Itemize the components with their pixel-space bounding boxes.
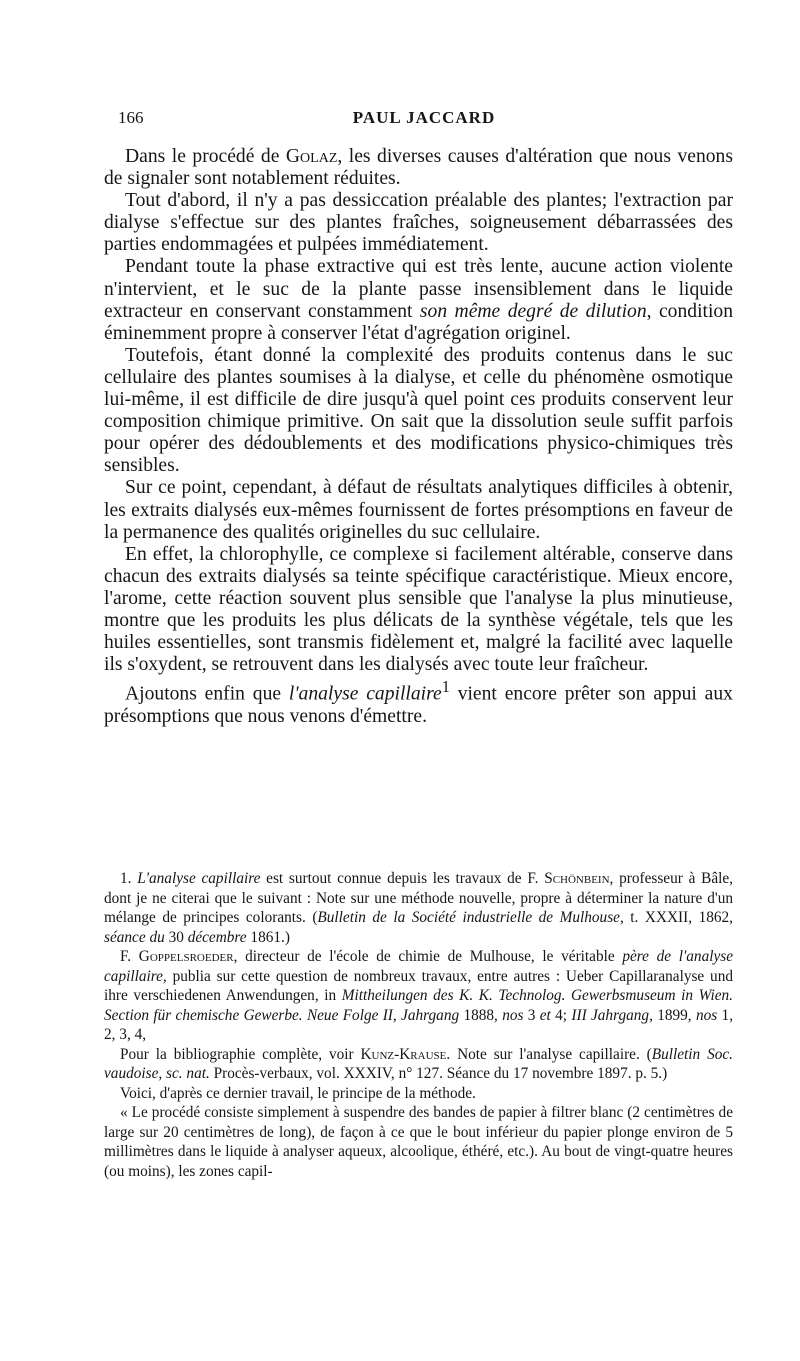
paragraph: Sur ce point, cependant, à défaut de résultats analytiques difficiles à obtenir, les extraits dialysés eux-mêmes fournissent de fortes présomptions en faveur de la permanence des qualités originelles du suc cellulaire. <box>104 477 733 543</box>
footnote-marker: 1 <box>441 677 450 697</box>
footnote-paragraph: Pour la bibliographie complète, voir Kunz-Krause. Note sur l'analyse capillaire. (Bulletin Soc. vaudoise, sc. nat. Procès-verbaux, vol. XXXIV, n° 127. Séance du 17 novembre 1897. p. 5.) <box>104 1045 733 1082</box>
page-header <box>118 108 730 132</box>
footnote-paragraph: « Le procédé consiste simplement à suspendre des bandes de papier à filtrer blanc (2 centimètres de large sur 20 centimètres de long), de façon à ce que le bout inférieur du papier plonge environ de 5 millimètres dans le liquide à analyser aqueux, alcoolique, éthéré, etc.). Au bout de vingt-quatre heures (ou moins), les zones capil- <box>104 1104 733 1180</box>
author-name: Goppelsroeder <box>138 948 234 965</box>
main-text <box>104 146 733 728</box>
footnote-paragraph: F. Goppelsroeder, directeur de l'école de chimie de Mulhouse, le véritable père de l'analyse capillaire, publia sur cette question de nombreux travaux, entre autres : Ueber Capillaranalyse und ihre verschiedenen Anwendungen, in Mittheilungen des K. K. Technolog. Gewerbsmuseum in Wien. Section für chemische Gewerbe. Neue Folge II, Jahrgang 1888, nos 3 et 4; III Jahrgang, 1899, nos 1, 2, 3, 4, <box>104 948 734 1043</box>
emphasis: son même degré de dilution <box>419 300 647 322</box>
footnotes <box>104 869 733 1181</box>
running-head: PAUL JACCARD <box>352 108 496 127</box>
paragraph: Toutefois, étant donné la complexité des produits contenus dans le suc cellulaire des plantes soumises à la dialyse, et celle du phénomène osmotique lui-même, il est difficile de dire jusqu'à quel point ces produits conservent leur composition chimique primitive. On sait que la dissolution seule suffit parfois pour opérer des dédoublements et des modifications physico-chimiques très sensibles. <box>104 344 733 477</box>
footnote: 1. L'analyse capillaire est surtout connue depuis les travaux de F. Schönbein, professeur à Bâle, dont je ne citerai que le suivant : Note sur une méthode nouvelle, propre à déterminer la nature d'un mélange de principes colorants. (Bulletin de la Société industrielle de Mulhouse, t. XXXII, 1862, séance du 30 décembre 1861.) <box>104 870 733 946</box>
author-name: Kunz-Krause <box>360 1045 447 1063</box>
paragraph: Ajoutons enfin que l'analyse capillaire$^1$ vient encore prêter son appui aux présomptions que nous venons d'émettre. <box>104 677 733 727</box>
author-name: Golaz <box>285 146 338 167</box>
paragraph: Tout d'abord, il n'y a pas dessiccation préalable des plantes; l'extraction par dialyse s'effectue sur des plantes fraîches, soigneusement débarrassées des parties endommagées et pulpées immédiatement. <box>104 190 733 256</box>
footnote-paragraph: Voici, d'après ce dernier travail, le principe de la méthode. <box>120 1084 476 1102</box>
page-number: 166 <box>118 108 144 127</box>
author-name: Schönbein <box>544 870 610 887</box>
paragraph: Pendant toute la phase extractive qui est très lente, aucune action violente n'intervient, et le suc de la plante passe insensiblement dans le liquide extracteur en conservant constamment son même degré de dilution, condition éminemment propre à conserver l'état d'agrégation originel. <box>104 256 733 344</box>
paragraph: Dans le procédé de Golaz, les diverses causes d'altération que nous venons de signaler sont notablement réduites. <box>104 146 733 190</box>
paragraph: En effet, la chlorophylle, ce complexe si facilement altérable, conserve dans chacun des extraits dialysés sa teinte spécifique caractéristique. Mieux encore, l'arome, cette réaction souvent plus sensible que l'analyse la plus minutieuse, montre que les produits les plus délicats de la synthèse végétale, tels que les huiles essentielles, sont transmis fidèlement et, malgré la facilité avec laquelle ils s'oxydent, se retrouvent dans les dialysés avec toute leur fraîcheur. <box>104 543 733 676</box>
emphasis: l'analyse capillaire <box>288 683 442 705</box>
